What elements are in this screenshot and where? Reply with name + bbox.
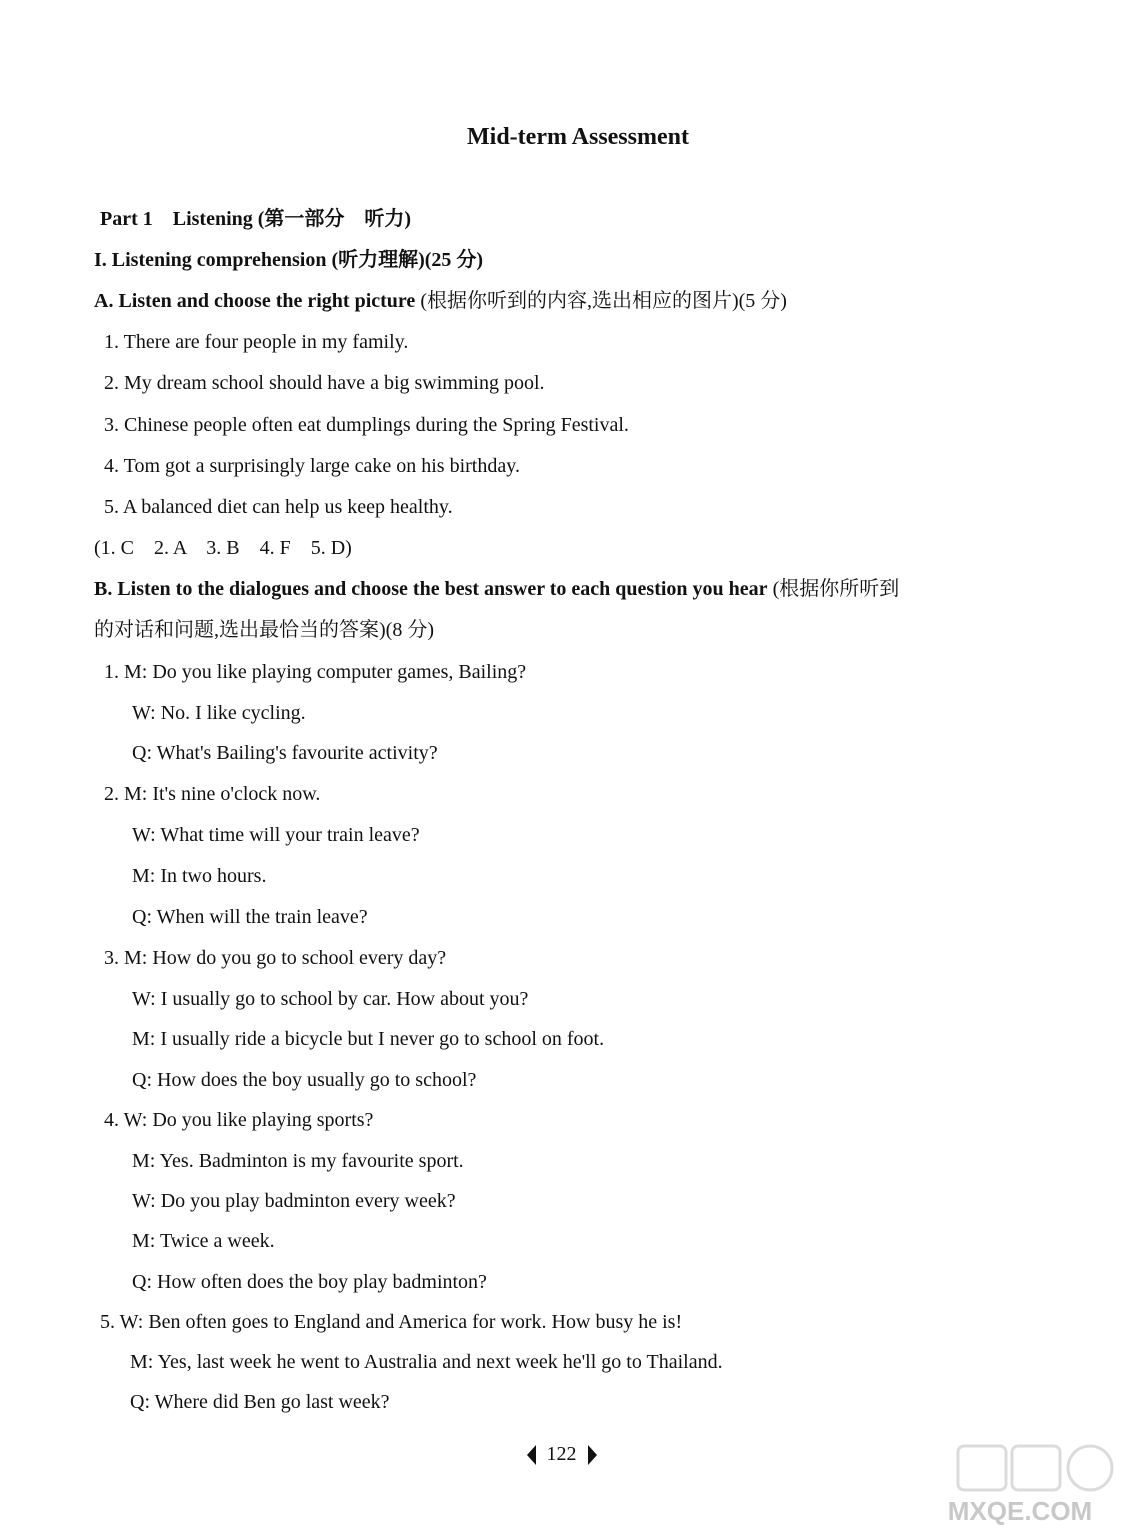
dialogue-line: 3. M: How do you go to school every day? bbox=[104, 947, 447, 969]
dialogue-line: Q: When will the train leave? bbox=[132, 906, 368, 928]
dialogue-line: W: What time will your train leave? bbox=[132, 824, 420, 846]
dialogue-line: W: Do you play badminton every week? bbox=[132, 1190, 456, 1212]
triangle-left-icon bbox=[527, 1445, 536, 1465]
section-a-heading bbox=[94, 288, 787, 314]
dialogue-line: Q: Where did Ben go last week? bbox=[130, 1391, 390, 1413]
section-a-item: 2. My dream school should have a big swimming pool. bbox=[104, 372, 545, 394]
section-a-answers: (1. C 2. A 3. B 4. F 5. D) bbox=[94, 537, 352, 559]
dialogue-line: 4. W: Do you like playing sports? bbox=[104, 1109, 374, 1131]
section-b-heading bbox=[94, 576, 899, 602]
dialogue-line: M: In two hours. bbox=[132, 865, 267, 887]
section-b-heading-cont: 的对话和问题,选出最恰当的答案)(8 分) bbox=[94, 619, 434, 641]
section-a-heading-cn: (根据你听到的内容,选出相应的图片)(5 分) bbox=[420, 290, 787, 312]
section-a-item: 1. There are four people in my family. bbox=[104, 331, 409, 353]
watermark-text: MXQE.COM bbox=[947, 1496, 1093, 1526]
section-a-item: 3. Chinese people often eat dumplings during the Spring Festival. bbox=[104, 414, 629, 436]
section-b-heading-en: B. Listen to the dialogues and choose the best answer to each question you hear bbox=[94, 578, 768, 600]
dialogue-line: Q: How often does the boy play badminton? bbox=[132, 1271, 487, 1293]
dialogue-line: M: Yes, last week he went to Australia and next week he'll go to Thailand. bbox=[130, 1351, 723, 1373]
page-title: Mid-term Assessment bbox=[467, 124, 689, 150]
triangle-right-icon bbox=[588, 1445, 597, 1465]
dialogue-line: M: Twice a week. bbox=[132, 1230, 275, 1252]
dialogue-line: 1. M: Do you like playing computer games, Bailing? bbox=[104, 661, 527, 683]
dialogue-line: M: I usually ride a bicycle but I never go to school on foot. bbox=[132, 1028, 605, 1050]
section-a-heading-en: A. Listen and choose the right picture bbox=[94, 290, 416, 312]
section-b-heading-cn1: (根据你所听到 bbox=[772, 578, 900, 600]
part-heading: Part 1 Listening (第一部分 听力) bbox=[100, 208, 412, 230]
dialogue-line: W: I usually go to school by car. How about you? bbox=[132, 988, 529, 1010]
section-a-item: 4. Tom got a surprisingly large cake on his birthday. bbox=[104, 455, 520, 477]
watermark-logo bbox=[920, 1440, 1120, 1530]
dialogue-line: M: Yes. Badminton is my favourite sport. bbox=[132, 1150, 464, 1172]
page-number-text: 122 bbox=[546, 1443, 577, 1465]
dialogue-line: 5. W: Ben often goes to England and America for work. How busy he is! bbox=[100, 1311, 683, 1333]
dialogue-line: W: No. I like cycling. bbox=[132, 702, 306, 724]
dialogue-line: Q: What's Bailing's favourite activity? bbox=[132, 742, 438, 764]
section-a-item: 5. A balanced diet can help us keep healthy. bbox=[104, 496, 453, 518]
dialogue-line: Q: How does the boy usually go to school? bbox=[132, 1069, 477, 1091]
section-heading: I. Listening comprehension (听力理解)(25 分) bbox=[94, 249, 484, 271]
dialogue-line: 2. M: It's nine o'clock now. bbox=[104, 783, 321, 805]
